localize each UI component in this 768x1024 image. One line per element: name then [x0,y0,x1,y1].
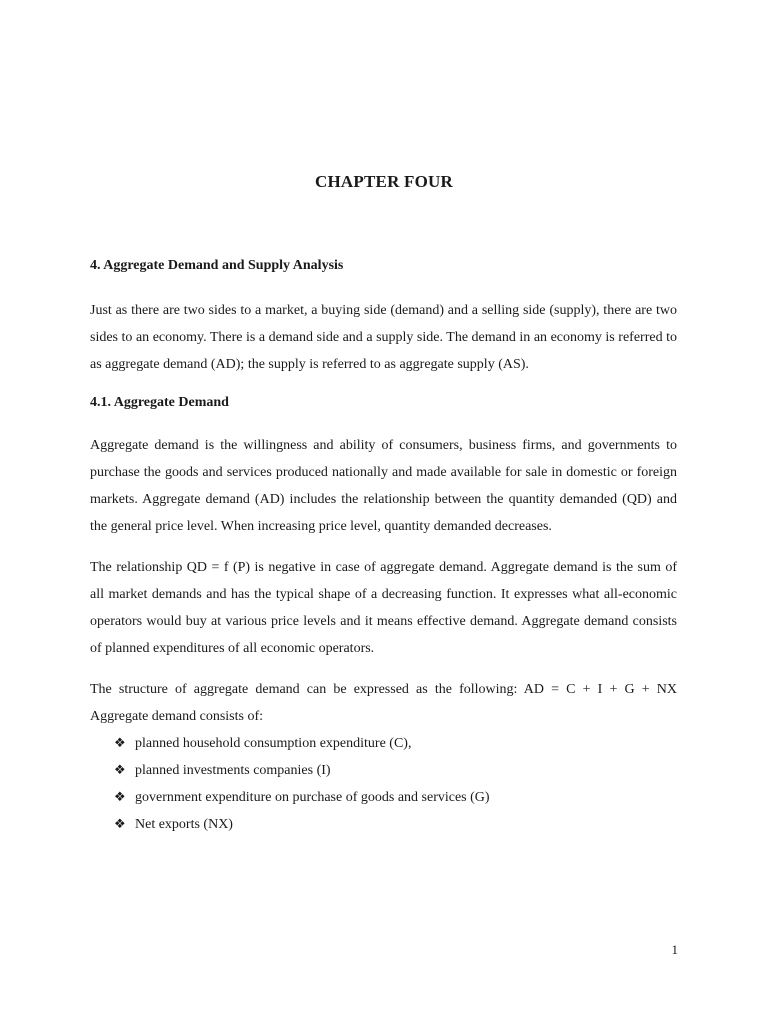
intro-paragraph: Just as there are two sides to a market, a buying side (demand) and a selling side (supply), there are two sides to an economy. There is a demand side and a supply side. The demand in an economy is referred to as aggregate demand (AD); the supply is referred to as aggregate supply (AS). [90,303,677,372]
subsection-heading: 4.1. Aggregate Demand [90,395,229,410]
list-item-text: planned investments companies (I) [135,763,331,778]
page-number: 1 [671,942,678,957]
page-content [90,255,677,838]
consists-of-line: Aggregate demand consists of: [90,709,264,724]
list-item-text: Net exports (NX) [135,817,233,832]
section-heading: 4. Aggregate Demand and Supply Analysis [90,258,344,273]
list-item [114,784,677,811]
list-item [114,730,677,757]
structure-equation-line: The structure of aggregate demand can be expressed as the following: AD = C + I + G + NX [90,682,677,697]
relationship-paragraph: The relationship QD = f (P) is negative in case of aggregate demand. Aggregate demand is the sum of all market demands and has the typical shape of a decreasing function. It expresses what all-economic operators would buy at various price levels and it means effective demand. Aggregate demand consists of planned expenditures of all economic operators. [90,560,677,656]
definition-paragraph: Aggregate demand is the willingness and ability of consumers, business firms, and governments to purchase the goods and services produced nationally and made available for sale in domestic or foreign markets. Aggregate demand (AD) includes the relationship between the quantity demanded (QD) and the general price level. When increasing price level, quantity demanded decreases. [90,438,677,534]
diamond-bullet-icon: ❖ [114,763,126,778]
diamond-bullet-icon: ❖ [114,817,126,832]
list-item [114,757,677,784]
components-list [90,730,677,838]
diamond-bullet-icon: ❖ [114,790,126,805]
chapter-title: CHAPTER FOUR [315,172,453,191]
list-item-text: planned household consumption expenditure (C), [135,736,412,751]
list-item-text: government expenditure on purchase of goods and services (G) [135,790,490,805]
diamond-bullet-icon: ❖ [114,736,126,751]
list-item [114,811,677,838]
